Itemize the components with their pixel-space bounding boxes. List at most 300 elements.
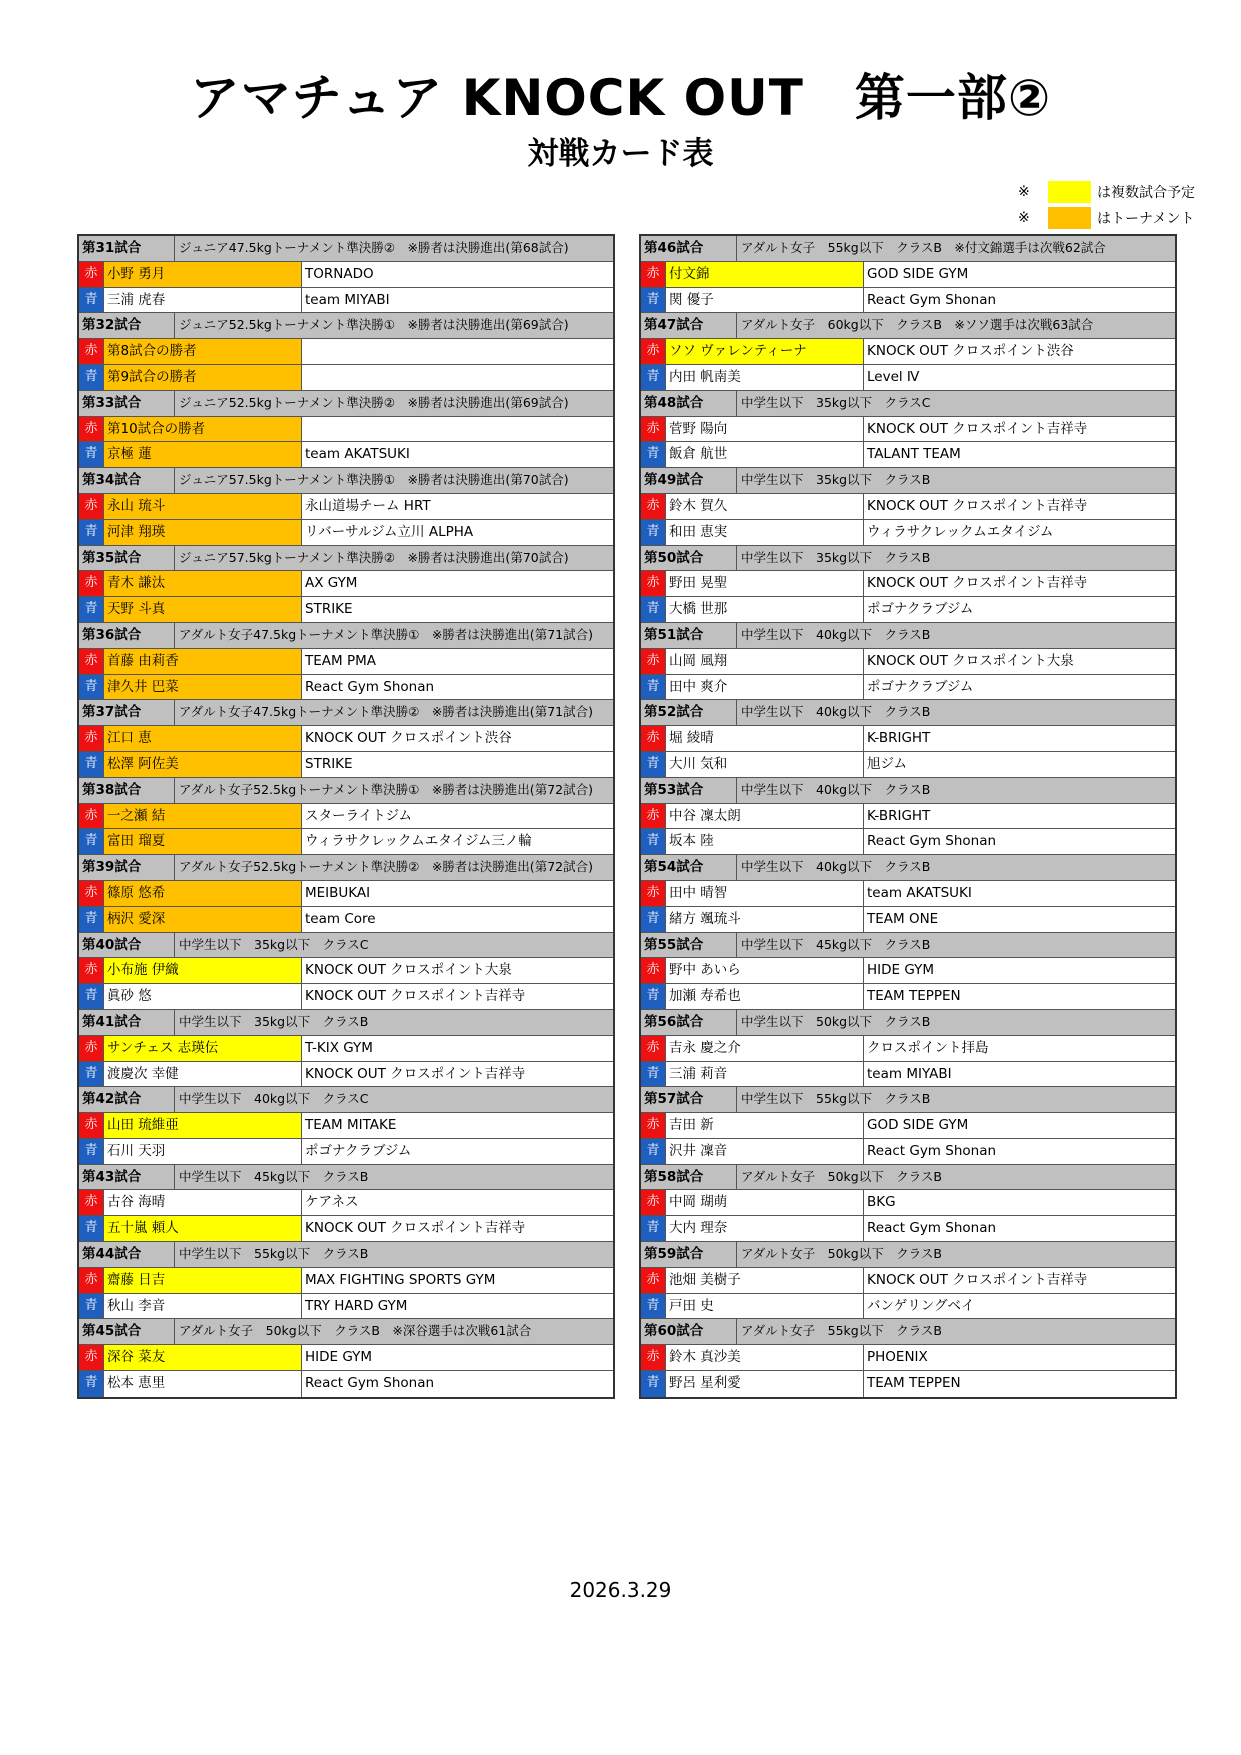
match-number: 第43試合 xyxy=(79,1165,175,1190)
legend-tournament xyxy=(1018,207,1194,229)
fighter-team: team MIYABI xyxy=(867,1065,952,1082)
fighter-team: GOD SIDE GYM xyxy=(867,1117,969,1134)
red-corner-row xyxy=(641,726,1175,752)
fighter-team: K-BRIGHT xyxy=(867,730,931,747)
match-description: 中学生以下 35kg以下 クラスB xyxy=(741,472,931,488)
blue-corner-row xyxy=(641,597,1175,623)
red-corner-label: 赤 xyxy=(641,1345,666,1370)
fighter-name: 松本 恵里 xyxy=(104,1371,302,1397)
match-number: 第31試合 xyxy=(79,236,175,261)
blue-corner-label: 青 xyxy=(641,984,666,1009)
red-corner-row xyxy=(641,1036,1175,1062)
blue-corner-label: 青 xyxy=(79,984,104,1009)
match-description: 中学生以下 50kg以下 クラスB xyxy=(741,1013,931,1029)
fighter-name: 田中 晴智 xyxy=(666,881,864,906)
blue-corner-row xyxy=(641,984,1175,1010)
red-corner-label: 赤 xyxy=(641,571,666,596)
blue-corner-label: 青 xyxy=(641,1371,666,1397)
blue-corner-row xyxy=(79,829,613,855)
fighter-team: TEAM ONE xyxy=(867,910,939,927)
match-number: 第57試合 xyxy=(641,1087,737,1112)
match-description: アダルト女子 60kg以下 クラスB ※ソソ選手は次戦63試合 xyxy=(741,317,1094,333)
blue-corner-label: 青 xyxy=(641,597,666,622)
match-description: ジュニア57.5kgトーナメント準決勝② ※勝者は決勝進出(第70試合) xyxy=(179,549,569,565)
fighter-team: KNOCK OUT クロスポイント吉祥寺 xyxy=(867,420,1088,437)
match-header-row xyxy=(641,1319,1175,1345)
red-corner-label: 赤 xyxy=(79,804,104,829)
match-header-row xyxy=(641,778,1175,804)
red-corner-label: 赤 xyxy=(79,649,104,674)
red-corner-label: 赤 xyxy=(79,1345,104,1370)
blue-corner-row xyxy=(79,288,613,314)
match-header-row xyxy=(641,623,1175,649)
fighter-team: KNOCK OUT クロスポイント吉祥寺 xyxy=(305,1220,526,1237)
blue-corner-label: 青 xyxy=(641,365,666,390)
blue-corner-label: 青 xyxy=(79,829,104,854)
match-description: アダルト女子 50kg以下 クラスB xyxy=(741,1168,942,1184)
blue-corner-label: 青 xyxy=(641,288,666,313)
fighter-team: React Gym Shonan xyxy=(305,1375,435,1392)
blue-corner-row xyxy=(79,520,613,546)
red-corner-row xyxy=(641,958,1175,984)
blue-corner-label: 青 xyxy=(641,1139,666,1164)
blue-corner-row xyxy=(79,1216,613,1242)
red-corner-label: 赤 xyxy=(641,1268,666,1293)
fighter-name: 内田 帆南美 xyxy=(666,365,864,390)
blue-corner-row xyxy=(641,1294,1175,1320)
red-corner-row xyxy=(79,494,613,520)
match-number: 第46試合 xyxy=(641,236,737,261)
red-corner-label: 赤 xyxy=(79,881,104,906)
fighter-name: 首藤 由莉香 xyxy=(104,649,302,674)
match-header-row xyxy=(641,391,1175,417)
footer-date: 2026.3.29 xyxy=(569,1578,672,1602)
blue-corner-row xyxy=(641,1371,1175,1397)
page-title: アマチュア KNOCK OUT 第一部② xyxy=(189,69,1052,127)
fighter-name: 小野 勇月 xyxy=(104,262,302,287)
match-header-row xyxy=(79,1165,613,1191)
fighter-name: 鈴木 賀久 xyxy=(666,494,864,519)
red-corner-label: 赤 xyxy=(641,958,666,983)
fighter-team: スターライトジム xyxy=(305,807,413,824)
red-corner-label: 赤 xyxy=(79,1268,104,1293)
fighter-name: 第10試合の勝者 xyxy=(104,417,302,442)
fighter-name: 河津 翔瑛 xyxy=(104,520,302,545)
fighter-name: 三浦 虎春 xyxy=(104,288,302,313)
blue-corner-label: 青 xyxy=(79,1062,104,1087)
match-number: 第35試合 xyxy=(79,546,175,571)
fighter-name: 加瀬 寿希也 xyxy=(666,984,864,1009)
fighter-team: 永山道場チーム HRT xyxy=(305,497,431,514)
blue-corner-row xyxy=(641,288,1175,314)
red-corner-label: 赤 xyxy=(79,726,104,751)
match-number: 第34試合 xyxy=(79,468,175,493)
fighter-name: 永山 琉斗 xyxy=(104,494,302,519)
red-corner-row xyxy=(79,804,613,830)
red-corner-row xyxy=(641,339,1175,365)
fighter-name: 古谷 海晴 xyxy=(104,1190,302,1215)
red-corner-label: 赤 xyxy=(641,881,666,906)
fighter-team: KNOCK OUT クロスポイント渋谷 xyxy=(305,730,512,747)
legend-swatch-multi xyxy=(1048,181,1091,203)
blue-corner-row xyxy=(79,752,613,778)
red-corner-row xyxy=(79,262,613,288)
match-header-row xyxy=(641,1087,1175,1113)
fighter-name: 中岡 瑚萌 xyxy=(666,1190,864,1215)
match-number: 第51試合 xyxy=(641,623,737,648)
blue-corner-label: 青 xyxy=(79,442,104,467)
fighter-team: ポゴナクラブジム xyxy=(305,1142,412,1159)
fighter-team: KNOCK OUT クロスポイント大泉 xyxy=(305,962,512,979)
blue-corner-row xyxy=(79,675,613,701)
blue-corner-label: 青 xyxy=(79,365,104,390)
match-header-row xyxy=(641,313,1175,339)
red-corner-row xyxy=(641,804,1175,830)
match-description: 中学生以下 55kg以下 クラスB xyxy=(179,1246,369,1262)
red-corner-row xyxy=(79,339,613,365)
legend-text: はトーナメント xyxy=(1097,211,1195,227)
fighter-team: TORNADO xyxy=(305,265,374,282)
blue-corner-row xyxy=(641,829,1175,855)
fighter-name: 青木 謙汰 xyxy=(104,571,302,596)
match-number: 第36試合 xyxy=(79,623,175,648)
match-description: アダルト女子47.5kgトーナメント準決勝② ※勝者は決勝進出(第71試合) xyxy=(179,704,593,720)
match-description: アダルト女子 55kg以下 クラスB ※付文錦選手は次戦62試合 xyxy=(741,240,1106,255)
red-corner-row xyxy=(79,881,613,907)
match-description: 中学生以下 55kg以下 クラスB xyxy=(741,1091,931,1107)
fighter-name: 大橋 世那 xyxy=(666,597,864,622)
blue-corner-row xyxy=(79,597,613,623)
fighter-team: KNOCK OUT クロスポイント吉祥寺 xyxy=(867,497,1088,514)
red-corner-label: 赤 xyxy=(79,262,104,287)
blue-corner-label: 青 xyxy=(641,520,666,545)
match-header-row xyxy=(641,700,1175,726)
red-corner-label: 赤 xyxy=(79,958,104,983)
fighter-team: TEAM MITAKE xyxy=(305,1117,397,1134)
fighter-name: 眞砂 悠 xyxy=(104,984,302,1009)
fighter-name: 松澤 阿佐美 xyxy=(104,752,302,777)
fighter-name: 吉田 新 xyxy=(666,1113,864,1138)
fighter-name: 田中 爽介 xyxy=(666,675,864,700)
fighter-name: 第8試合の勝者 xyxy=(104,339,302,364)
match-number: 第39試合 xyxy=(79,855,175,880)
page-subtitle: 対戦カード表 xyxy=(527,136,714,172)
blue-corner-row xyxy=(79,442,613,468)
fighter-name: 沢井 凜音 xyxy=(666,1139,864,1164)
blue-corner-label: 青 xyxy=(79,1294,104,1319)
red-corner-label: 赤 xyxy=(79,417,104,442)
blue-corner-row xyxy=(79,1139,613,1165)
red-corner-row xyxy=(79,726,613,752)
red-corner-label: 赤 xyxy=(79,1190,104,1215)
blue-corner-label: 青 xyxy=(79,1216,104,1241)
fighter-team: ウィラサクレックムエタイジム三ノ輪 xyxy=(305,833,532,850)
fighter-name: 野呂 星利愛 xyxy=(666,1371,864,1397)
match-header-row xyxy=(79,313,613,339)
red-corner-label: 赤 xyxy=(79,1036,104,1061)
match-description: 中学生以下 40kg以下 クラスB xyxy=(741,704,931,720)
red-corner-label: 赤 xyxy=(641,262,666,287)
match-table-left xyxy=(77,234,615,1399)
fighter-name: 坂本 陸 xyxy=(666,829,864,854)
match-description: ジュニア47.5kgトーナメント準決勝② ※勝者は決勝進出(第68試合) xyxy=(179,240,569,255)
red-corner-row xyxy=(641,262,1175,288)
match-description: アダルト女子 50kg以下 クラスB xyxy=(741,1246,942,1262)
blue-corner-row xyxy=(641,1139,1175,1165)
match-header-row xyxy=(79,1319,613,1345)
red-corner-label: 赤 xyxy=(641,1113,666,1138)
fighter-team: team AKATSUKI xyxy=(305,446,410,463)
match-header-row xyxy=(641,1242,1175,1268)
fighter-team: React Gym Shonan xyxy=(867,833,997,850)
red-corner-row xyxy=(641,494,1175,520)
match-header-row xyxy=(79,391,613,417)
match-description: 中学生以下 40kg以下 クラスB xyxy=(741,859,931,875)
red-corner-row xyxy=(641,649,1175,675)
fighter-team: KNOCK OUT クロスポイント吉祥寺 xyxy=(305,1065,526,1082)
blue-corner-label: 青 xyxy=(641,1294,666,1319)
fighter-team: HIDE GYM xyxy=(867,962,935,979)
red-corner-row xyxy=(79,1036,613,1062)
legend-multi xyxy=(1018,181,1195,203)
red-corner-label: 赤 xyxy=(641,804,666,829)
match-number: 第58試合 xyxy=(641,1165,737,1190)
fighter-name: 緒方 颯琉斗 xyxy=(666,907,864,932)
red-corner-row xyxy=(79,1113,613,1139)
fighter-team: team AKATSUKI xyxy=(867,884,972,901)
red-corner-label: 赤 xyxy=(641,1036,666,1061)
match-header-row xyxy=(641,468,1175,494)
fighter-team: ウィラサクレックムエタイジム xyxy=(867,523,1054,540)
match-description: 中学生以下 45kg以下 クラスB xyxy=(179,1168,369,1184)
match-number: 第60試合 xyxy=(641,1319,737,1344)
fighter-team: TALANT TEAM xyxy=(867,446,961,463)
red-corner-label: 赤 xyxy=(641,649,666,674)
red-corner-label: 赤 xyxy=(79,339,104,364)
match-number: 第53試合 xyxy=(641,778,737,803)
blue-corner-label: 青 xyxy=(79,1139,104,1164)
fighter-team: HIDE GYM xyxy=(305,1349,373,1366)
match-description: アダルト女子52.5kgトーナメント準決勝① ※勝者は決勝進出(第72試合) xyxy=(179,781,593,797)
blue-corner-label: 青 xyxy=(641,675,666,700)
blue-corner-label: 青 xyxy=(79,520,104,545)
fighter-team: React Gym Shonan xyxy=(867,1220,997,1237)
match-number: 第55試合 xyxy=(641,933,737,958)
match-number: 第54試合 xyxy=(641,855,737,880)
fighter-team: TEAM TEPPEN xyxy=(867,988,961,1005)
blue-corner-row xyxy=(79,1062,613,1088)
red-corner-row xyxy=(641,881,1175,907)
fighter-name: 大川 気和 xyxy=(666,752,864,777)
match-header-row xyxy=(79,933,613,959)
fighter-team: バンゲリングベイ xyxy=(867,1297,975,1314)
fighter-team: クロスポイント拝島 xyxy=(867,1039,989,1056)
match-table-right xyxy=(639,234,1177,1399)
match-number: 第49試合 xyxy=(641,468,737,493)
legend-mark: ※ xyxy=(1018,184,1030,200)
fighter-name: 戸田 史 xyxy=(666,1294,864,1319)
red-corner-label: 赤 xyxy=(79,1113,104,1138)
match-description: アダルト女子47.5kgトーナメント準決勝① ※勝者は決勝進出(第71試合) xyxy=(179,626,593,642)
match-description: アダルト女子52.5kgトーナメント準決勝② ※勝者は決勝進出(第72試合) xyxy=(179,859,593,875)
match-header-row xyxy=(79,1010,613,1036)
match-header-row xyxy=(641,1165,1175,1191)
red-corner-row xyxy=(641,417,1175,443)
fighter-team: ケアネス xyxy=(305,1194,359,1211)
fighter-name: 関 優子 xyxy=(666,288,864,313)
match-number: 第41試合 xyxy=(79,1010,175,1035)
fighter-name: 吉永 慶之介 xyxy=(666,1036,864,1061)
fighter-team: Level Ⅳ xyxy=(867,368,920,385)
blue-corner-row xyxy=(79,984,613,1010)
match-number: 第33試合 xyxy=(79,391,175,416)
blue-corner-label: 青 xyxy=(79,752,104,777)
match-description: 中学生以下 40kg以下 クラスC xyxy=(179,1091,369,1107)
red-corner-row xyxy=(79,1190,613,1216)
fighter-name: 齋藤 日吉 xyxy=(104,1268,302,1293)
fighter-name: 中谷 凜太朗 xyxy=(666,804,864,829)
red-corner-label: 赤 xyxy=(641,726,666,751)
fighter-name: 五十嵐 頼人 xyxy=(104,1216,302,1241)
red-corner-row xyxy=(79,1345,613,1371)
red-corner-row xyxy=(641,1345,1175,1371)
match-header-row xyxy=(79,236,613,262)
fighter-name: 和田 恵実 xyxy=(666,520,864,545)
match-number: 第37試合 xyxy=(79,700,175,725)
blue-corner-row xyxy=(641,520,1175,546)
red-corner-label: 赤 xyxy=(641,494,666,519)
blue-corner-label: 青 xyxy=(641,829,666,854)
blue-corner-row xyxy=(641,365,1175,391)
match-header-row xyxy=(79,623,613,649)
fighter-name: 深谷 菜友 xyxy=(104,1345,302,1370)
red-corner-row xyxy=(641,1268,1175,1294)
match-header-row xyxy=(79,1242,613,1268)
match-number: 第42試合 xyxy=(79,1087,175,1112)
fighter-name: 野中 あいら xyxy=(666,958,864,983)
match-description: 中学生以下 35kg以下 クラスB xyxy=(179,1013,369,1029)
match-description: 中学生以下 45kg以下 クラスB xyxy=(741,936,931,952)
red-corner-label: 赤 xyxy=(641,417,666,442)
blue-corner-row xyxy=(641,442,1175,468)
red-corner-row xyxy=(641,1113,1175,1139)
red-corner-row xyxy=(79,571,613,597)
fighter-name: 津久井 巴菜 xyxy=(104,675,302,700)
fighter-name: 池畑 美樹子 xyxy=(666,1268,864,1293)
fighter-team: STRIKE xyxy=(305,601,353,618)
fighter-name: 天野 斗真 xyxy=(104,597,302,622)
fighter-team: KNOCK OUT クロスポイント渋谷 xyxy=(867,343,1074,360)
red-corner-row xyxy=(641,1190,1175,1216)
blue-corner-label: 青 xyxy=(79,288,104,313)
blue-corner-label: 青 xyxy=(641,1216,666,1241)
fighter-name: 一之瀬 結 xyxy=(104,804,302,829)
legend-text: は複数試合予定 xyxy=(1097,185,1195,201)
red-corner-label: 赤 xyxy=(641,339,666,364)
fighter-team: BKG xyxy=(867,1194,896,1211)
fighter-team: T-KIX GYM xyxy=(305,1039,373,1056)
match-header-row xyxy=(79,1087,613,1113)
match-description: アダルト女子 55kg以下 クラスB xyxy=(741,1323,942,1339)
match-number: 第52試合 xyxy=(641,700,737,725)
red-corner-row xyxy=(79,649,613,675)
fighter-team: GOD SIDE GYM xyxy=(867,265,969,282)
match-header-row xyxy=(641,1010,1175,1036)
fighter-team: ポゴナクラブジム xyxy=(867,678,974,695)
fighter-team: TRY HARD GYM xyxy=(305,1297,408,1314)
blue-corner-label: 青 xyxy=(79,1371,104,1397)
fighter-name: ソソ ヴァレンティーナ xyxy=(666,339,864,364)
blue-corner-label: 青 xyxy=(641,752,666,777)
fighter-team: MEIBUKAI xyxy=(305,884,371,901)
match-description: 中学生以下 40kg以下 クラスB xyxy=(741,781,931,797)
match-number: 第44試合 xyxy=(79,1242,175,1267)
fighter-team: team Core xyxy=(305,910,376,927)
fighter-team xyxy=(302,365,613,390)
match-header-row xyxy=(641,855,1175,881)
blue-corner-row xyxy=(641,1062,1175,1088)
blue-corner-row xyxy=(79,365,613,391)
match-description: 中学生以下 35kg以下 クラスC xyxy=(179,936,369,952)
match-header-row xyxy=(641,933,1175,959)
fighter-team: TEAM TEPPEN xyxy=(867,1375,961,1392)
match-number: 第47試合 xyxy=(641,313,737,338)
legend-swatch-tournament xyxy=(1048,207,1091,229)
fighter-name: サンチェス 志瑛伝 xyxy=(104,1036,302,1061)
match-number: 第32試合 xyxy=(79,313,175,338)
fighter-name: 三浦 莉音 xyxy=(666,1062,864,1087)
fighter-name: 石川 天羽 xyxy=(104,1139,302,1164)
fighter-name: 篠原 悠希 xyxy=(104,881,302,906)
fighter-team: STRIKE xyxy=(305,755,353,772)
fighter-name: 菅野 陽向 xyxy=(666,417,864,442)
fighter-name: 大内 理奈 xyxy=(666,1216,864,1241)
fighter-name: 付文錦 xyxy=(666,262,864,287)
legend-mark: ※ xyxy=(1018,210,1030,226)
fighter-team xyxy=(302,417,613,442)
blue-corner-label: 青 xyxy=(79,907,104,932)
match-header-row xyxy=(79,855,613,881)
fighter-team xyxy=(302,339,613,364)
match-description: ジュニア52.5kgトーナメント準決勝② ※勝者は決勝進出(第69試合) xyxy=(179,394,569,410)
fighter-name: 江口 恵 xyxy=(104,726,302,751)
match-number: 第59試合 xyxy=(641,1242,737,1267)
red-corner-label: 赤 xyxy=(79,494,104,519)
fighter-team: TEAM PMA xyxy=(305,652,376,669)
fighter-team: React Gym Shonan xyxy=(305,678,435,695)
fighter-name: 堀 綾晴 xyxy=(666,726,864,751)
red-corner-label: 赤 xyxy=(641,1190,666,1215)
fighter-name: 第9試合の勝者 xyxy=(104,365,302,390)
match-header-row xyxy=(79,778,613,804)
fighter-team: K-BRIGHT xyxy=(867,807,931,824)
fighter-team: KNOCK OUT クロスポイント吉祥寺 xyxy=(867,575,1088,592)
match-header-row xyxy=(79,546,613,572)
fighter-team: KNOCK OUT クロスポイント大泉 xyxy=(867,652,1074,669)
match-description: 中学生以下 40kg以下 クラスB xyxy=(741,626,931,642)
blue-corner-label: 青 xyxy=(641,442,666,467)
match-number: 第50試合 xyxy=(641,546,737,571)
red-corner-row xyxy=(641,571,1175,597)
fighter-name: 秋山 李音 xyxy=(104,1294,302,1319)
blue-corner-row xyxy=(641,675,1175,701)
blue-corner-label: 青 xyxy=(79,597,104,622)
blue-corner-row xyxy=(79,1294,613,1320)
match-number: 第40試合 xyxy=(79,933,175,958)
fighter-name: 京極 蓮 xyxy=(104,442,302,467)
match-number: 第48試合 xyxy=(641,391,737,416)
match-number: 第45試合 xyxy=(79,1319,175,1344)
